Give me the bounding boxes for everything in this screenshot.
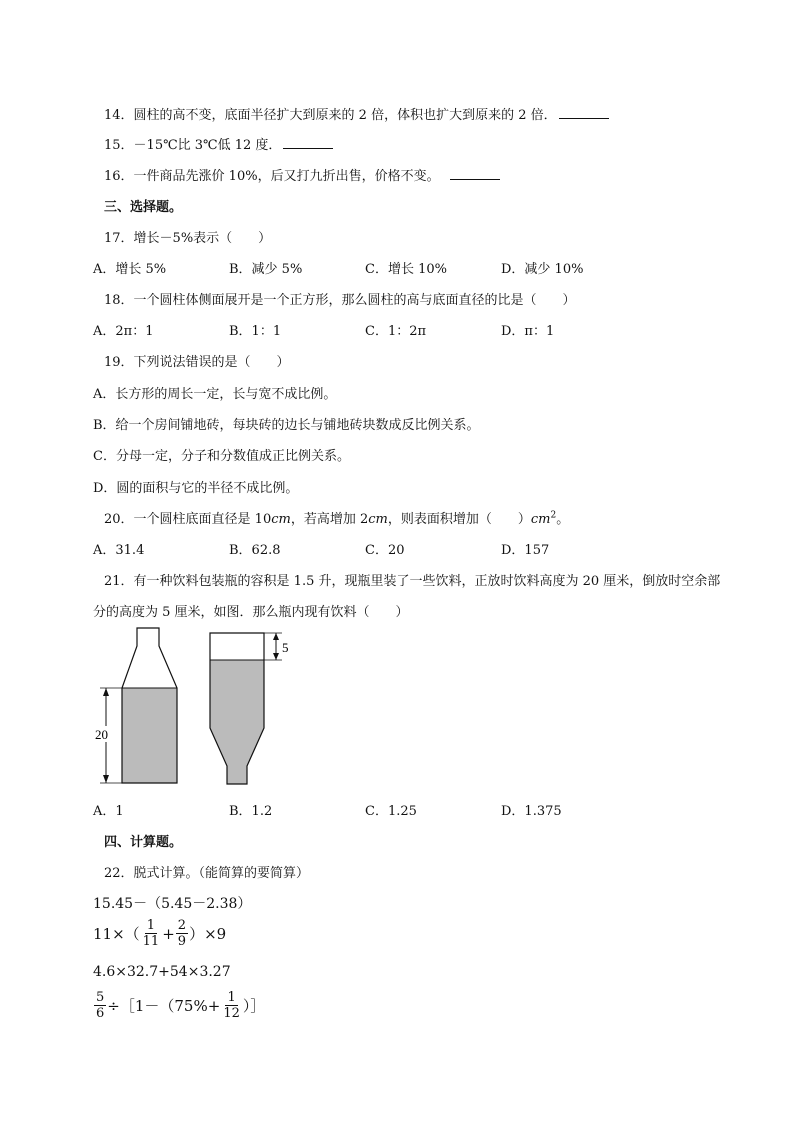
option-c[interactable]: C．20 [365,543,405,558]
expr-text: ）×9 [189,925,227,943]
numerator: 1 [146,918,156,933]
question-text: 一个圆柱体侧面展开是一个正方形，那么圆柱的高与底面直径的比是（ ） [133,293,576,308]
question-18 [104,289,576,308]
question-text: 。 [556,512,570,527]
exponent: 2 [550,510,557,521]
option-a[interactable]: A．1 [93,804,124,819]
question-text: 增长－5%表示（ ） [133,231,272,246]
denominator: 11 [142,934,160,949]
option-d[interactable]: D．圆的面积与它的半径不成比例。 [93,481,299,496]
option-d[interactable]: D．1.375 [501,804,562,819]
question-text: 有一种饮料包装瓶的容积是 1.5 升，现瓶里装了一些饮料，正放时饮料高度为 20 厘米，倒放时空余部 [133,574,721,589]
question-14 [104,104,609,123]
option-b[interactable]: B．1.2 [229,804,273,819]
option-c[interactable]: C．增长 10% [365,262,447,277]
option-c[interactable]: C．1.25 [365,804,417,819]
options-20 [93,539,637,558]
fraction [221,990,242,1021]
question-number: 14． [104,108,134,123]
option-a[interactable]: A．31.4 [93,543,145,558]
expr-text: 11×（ [93,925,140,943]
question-text: 下列说法错误的是（ ） [133,355,290,370]
option-b[interactable]: B．62.8 [229,543,281,558]
question-number: 17． [104,231,134,246]
section-heading-4: 四、计算题。 [104,835,183,850]
option-b[interactable]: B．减少 5% [229,262,303,277]
denominator: 9 [177,934,187,949]
denominator: 12 [223,1006,240,1021]
unit-cm: cm [530,512,551,527]
question-number: 21． [104,574,134,589]
question-17 [104,227,271,246]
fraction [141,918,162,949]
option-d[interactable]: D．减少 10% [501,262,584,277]
question-text-continued: 分的高度为 5 厘米，如图．那么瓶内现有饮料（ ） [93,605,409,620]
inverted-liquid-taper [210,728,264,784]
options-17 [93,258,637,277]
option-a[interactable]: A．2π：1 [93,324,154,339]
unit-cm: cm [368,512,388,527]
question-text: 圆柱的高不变，底面半径扩大到原来的 2 倍，体积也扩大到原来的 2 倍． [133,108,557,123]
expression-3: 4.6×32.7+54×3.27 [93,964,231,980]
option-d[interactable]: D．157 [501,543,550,558]
expression-1: 15.45－（5.45－2.38） [93,896,252,912]
question-15 [104,134,333,153]
option-b[interactable]: B．给一个房间铺地砖，每块砖的边长与铺地砖块数成反比例关系。 [93,418,480,433]
option-c[interactable]: C．分母一定，分子和分数值成正比例关系。 [93,449,350,464]
question-text: 一个圆柱底面直径是 10 [133,512,272,527]
label-20: 20 [95,727,108,742]
question-16 [104,165,500,184]
bottle-liquid [122,688,177,783]
question-number: 19． [104,355,134,370]
question-text: ，则表面积增加（ ） [387,512,531,527]
question-19 [104,351,290,370]
expr-text: ÷［1－（75%+ [107,997,221,1015]
denominator: 6 [96,1006,105,1021]
option-d[interactable]: D．π：1 [501,324,555,339]
question-number: 20． [104,512,134,527]
section-heading-3: 三、选择题。 [104,200,183,215]
question-20 [104,508,569,527]
expr-text: + [162,924,175,943]
answer-blank[interactable] [283,136,333,149]
inverted-liquid [210,660,264,728]
expression-4 [93,990,265,1021]
question-number: 18． [104,293,134,308]
question-text: 脱式计算。（能简算的要简算） [133,866,310,881]
question-number: 16． [104,169,134,184]
question-text: ，若高增加 2 [290,512,369,527]
bottle-figure [92,626,302,791]
question-number: 22． [104,866,134,881]
option-b[interactable]: B．1：1 [229,324,282,339]
option-a[interactable]: A．长方形的周长一定，长与宽不成比例。 [93,387,337,402]
options-18 [93,320,637,339]
option-c[interactable]: C．1：2π [365,324,427,339]
answer-blank[interactable] [559,106,609,119]
question-number: 15． [104,138,134,153]
option-a[interactable]: A．增长 5% [93,262,167,277]
numerator: 1 [227,990,236,1005]
question-22 [104,862,309,881]
label-5: 5 [282,640,289,655]
numerator: 5 [96,990,105,1005]
expression-2 [93,918,226,949]
question-21 [104,570,720,589]
options-21 [93,800,637,819]
fraction [94,990,106,1021]
unit-cm: cm [271,512,291,527]
expr-text: ）］ [242,997,266,1015]
fraction [176,918,188,949]
question-text: －15℃比 3℃低 12 度． [133,138,282,153]
question-text: 一件商品先涨价 10%，后又打九折出售，价格不变。 [133,169,440,184]
numerator: 2 [177,918,187,933]
answer-blank[interactable] [450,167,500,180]
